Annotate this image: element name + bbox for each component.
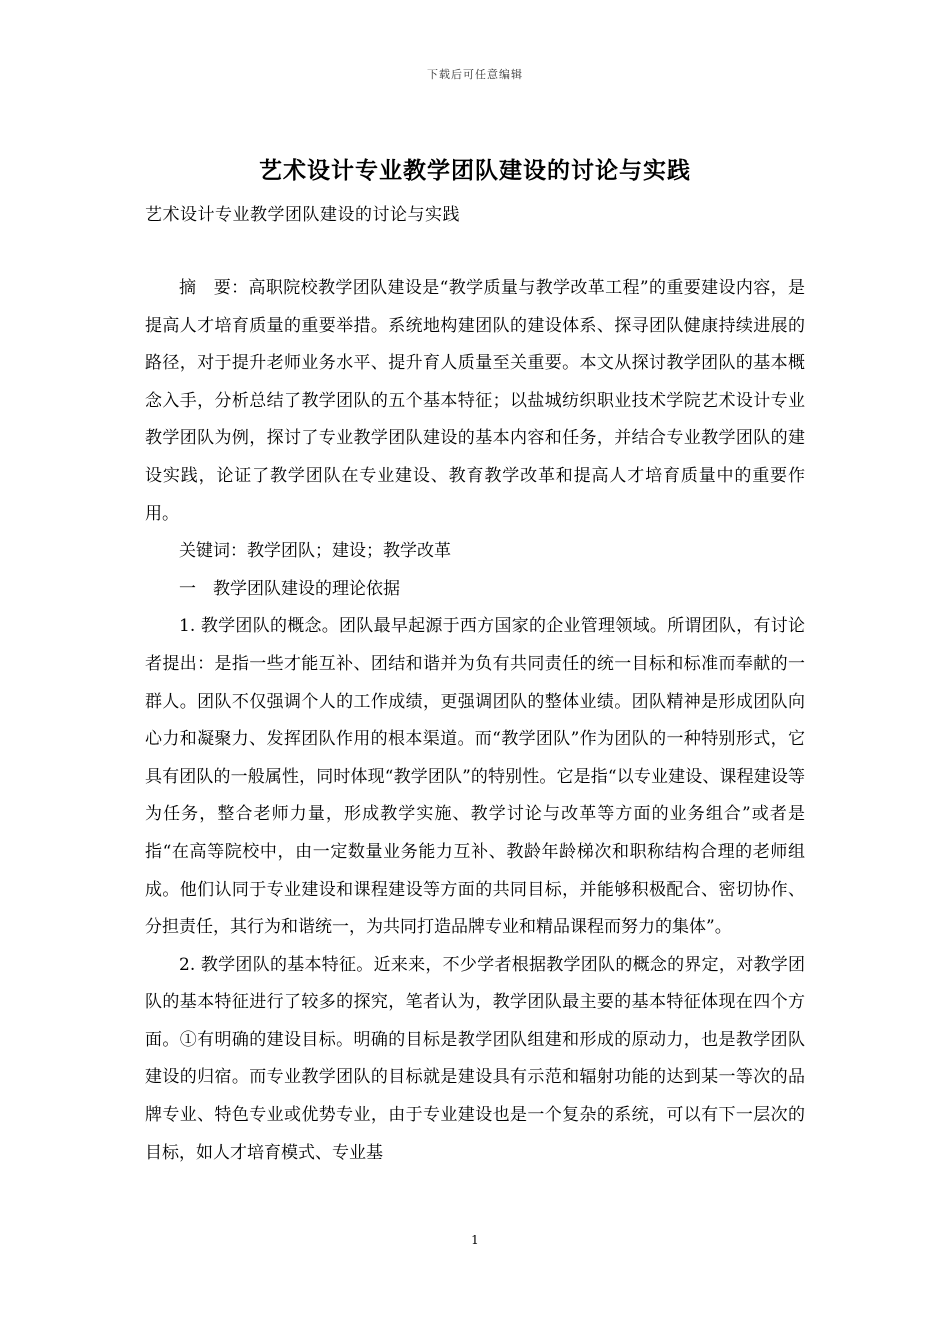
body-text bbox=[145, 270, 805, 1172]
body-paragraph: 1. 教学团队的概念。团队最早起源于西方国家的企业管理领域。所谓团队，有讨论者提出：是指一些才能互补、团结和谐并为负有共同责任的统一目标和标准而奉献的一群人。团队不仅强调个人的工作成绩，更强调团队的整体业绩。团队精神是形成团队向心力和凝聚力、发挥团队作用的根本渠道。而“教学团队”作为团队的一种特别形式，它具有团队的一般属性，同时体现“教学团队”的特别性。它是指“以专业建设、课程建设等为任务，整合老师力量，形成教学实施、教学讨论与改革等方面的业务组合”或者是指“在高等院校中，由一定数量业务能力互补、教龄年龄梯次和职称结构合理的老师组成。他们认同于专业建设和课程建设等方面的共同目标，并能够积极配合、密切协作、分担责任，其行为和谐统一，为共同打造品牌专业和精品课程而努力的集体”。 bbox=[145, 616, 805, 938]
abstract-paragraph: 摘 要：高职院校教学团队建设是“教学质量与教学改革工程”的重要建设内容，是提高人才培育质量的重要举措。系统地构建团队的建设体系、探寻团队健康持续进展的路径，对于提升老师业务水平、提升育人质量至关重要。本文从探讨教学团队的基本概念入手，分析总结了教学团队的五个基本特征；以盐城纺织职业技术学院艺术设计专业教学团队为例，探讨了专业教学团队建设的基本内容和任务，并结合专业教学团队的建设实践，论证了教学团队在专业建设、教育教学改革和提高人才培育质量中的重要作用。 bbox=[145, 278, 805, 524]
section-heading: 一 教学团队建设的理论依据 bbox=[179, 578, 400, 599]
header-note: 下载后可任意编辑 bbox=[427, 68, 523, 81]
body-paragraph: 2. 教学团队的基本特征。近来来，不少学者根据教学团队的概念的界定，对教学团队的基本特征进行了较多的探究，笔者认为，教学团队最主要的基本特征体现在四个方面。①有明确的建设目标。明确的目标是教学团队组建和形成的原动力，也是教学团队建设的归宿。而专业教学团队的目标就是建设具有示范和辐射功能的达到某一等次的品牌专业、特色专业或优势专业，由于专业建设也是一个复杂的系统，可以有下一层次的目标，如人才培育模式、专业基 bbox=[145, 954, 805, 1163]
subtitle: 艺术设计专业教学团队建设的讨论与实践 bbox=[145, 205, 460, 225]
page-title: 艺术设计专业教学团队建设的讨论与实践 bbox=[259, 157, 691, 184]
page-number: 1 bbox=[471, 1233, 479, 1247]
keywords-paragraph: 关键词：教学团队；建设；教学改革 bbox=[179, 541, 451, 562]
